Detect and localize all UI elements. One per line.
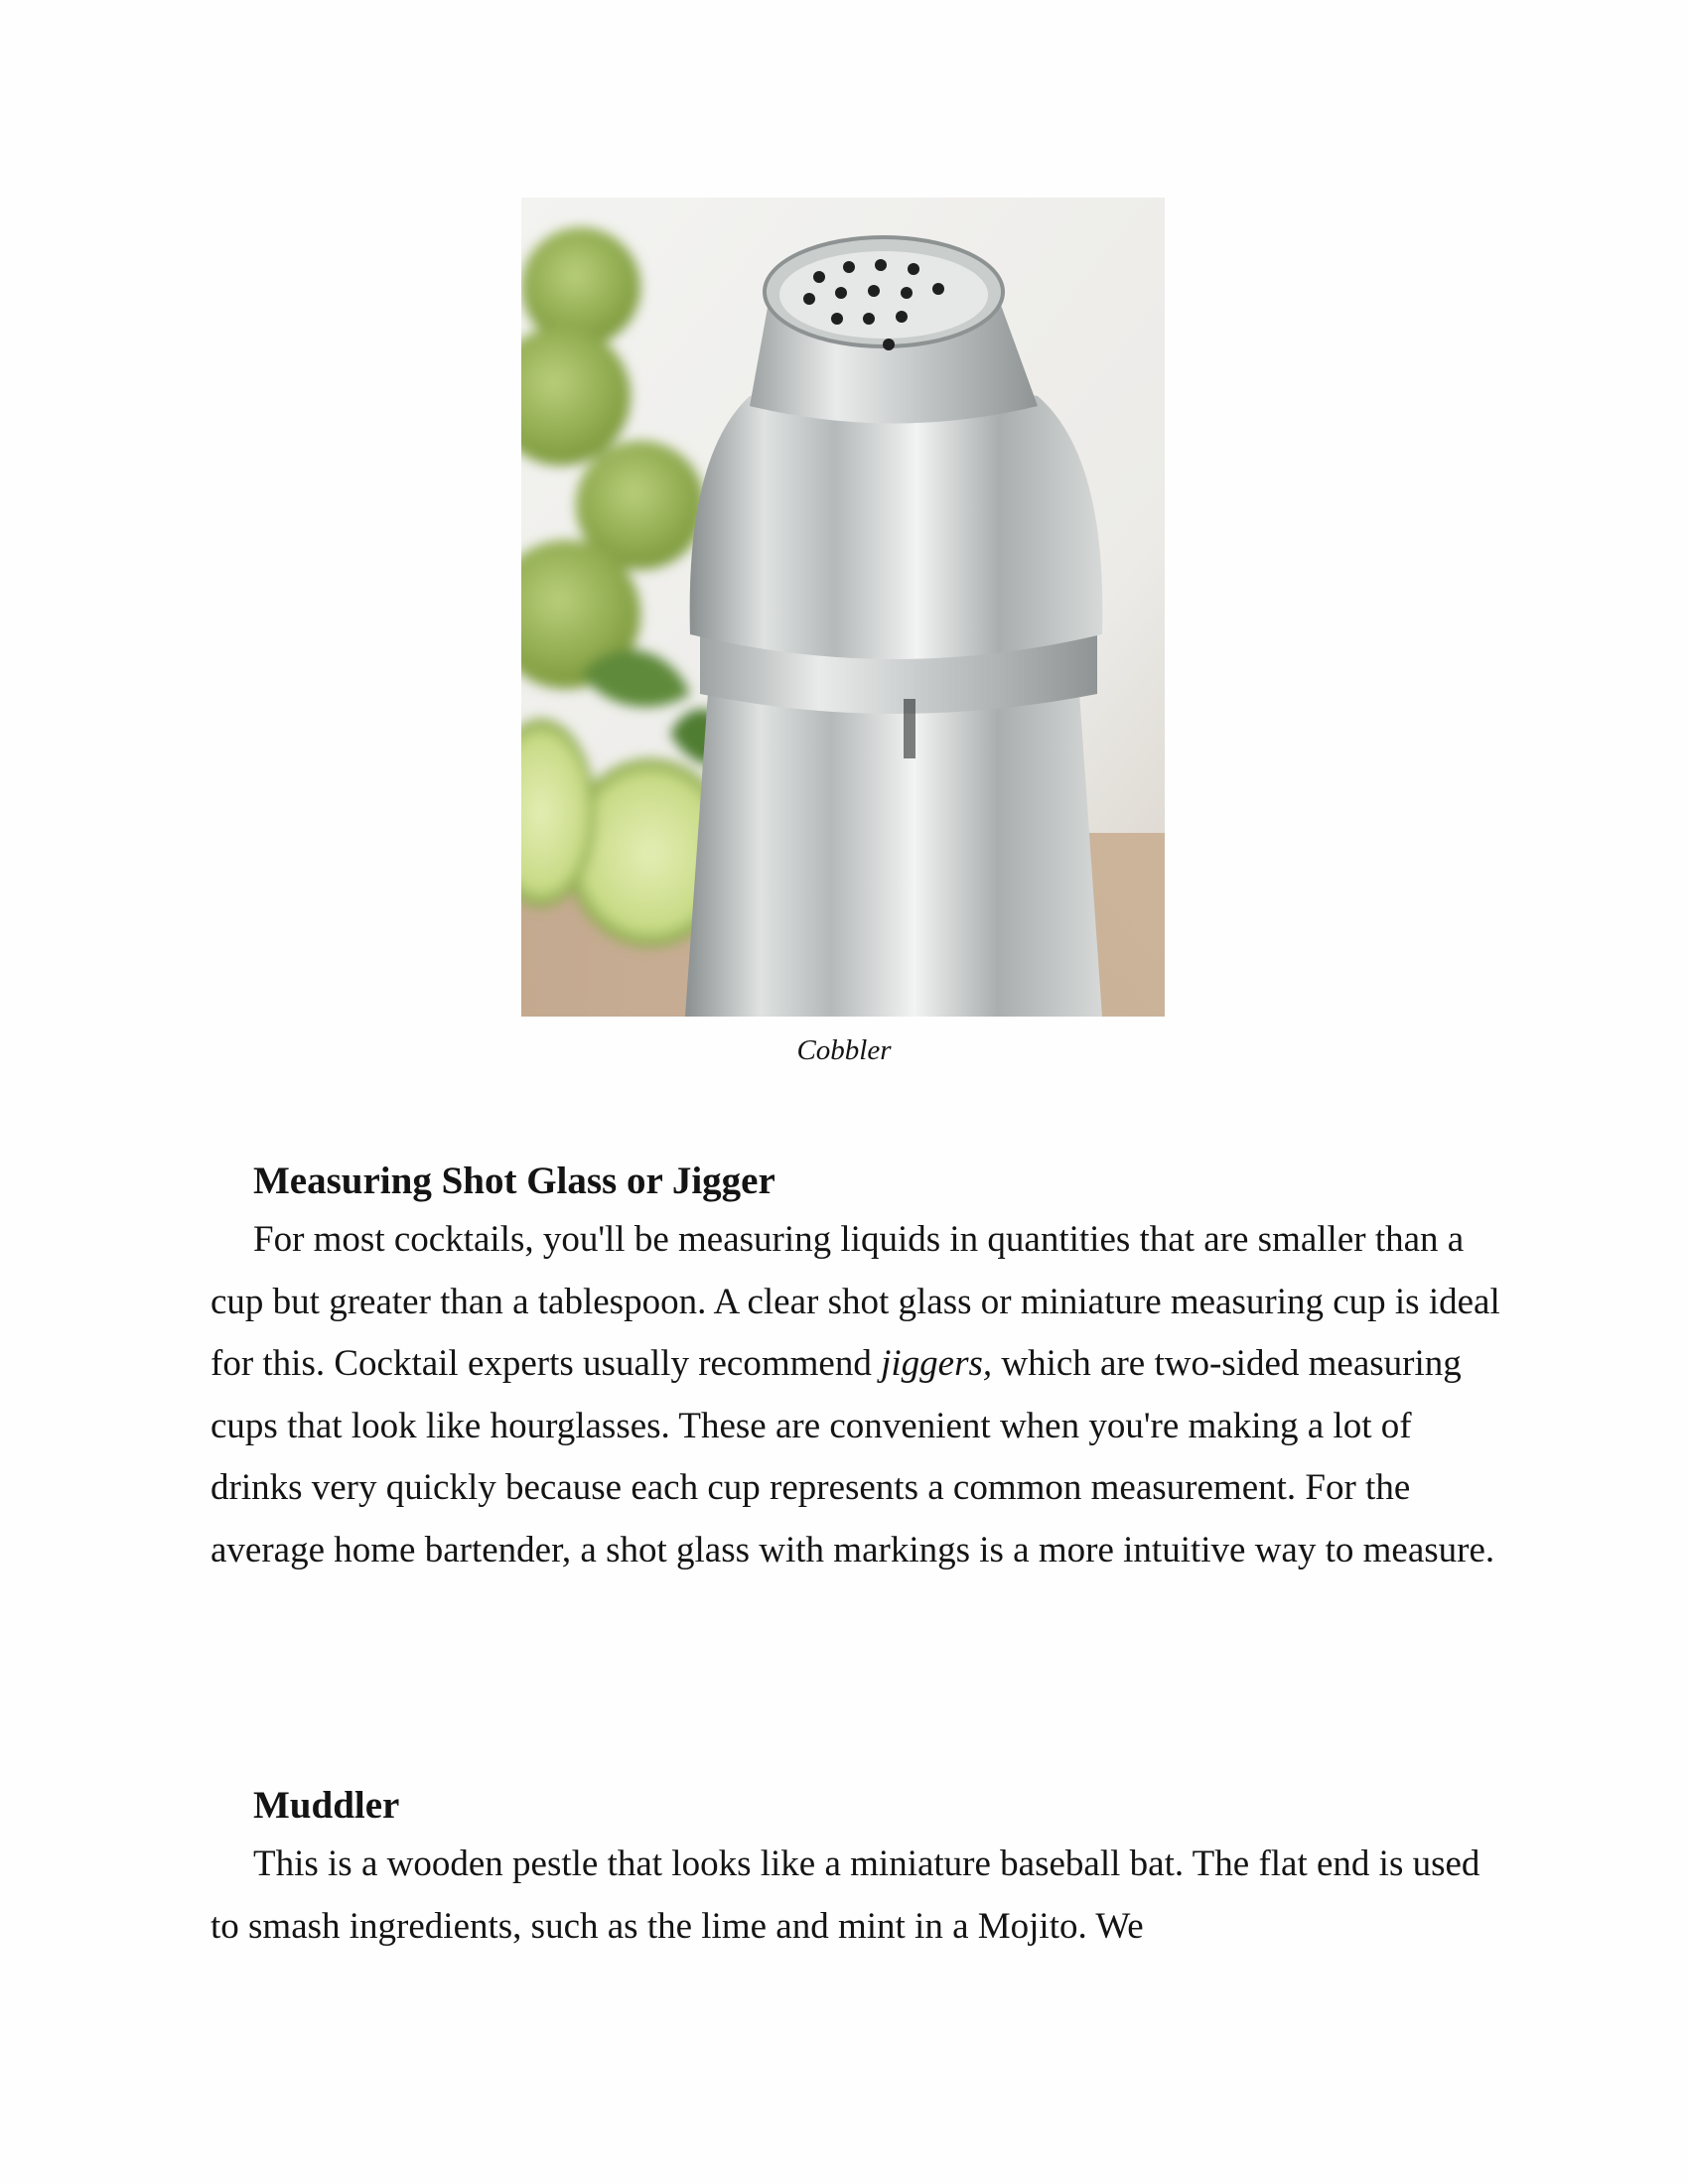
emphasis-text: jiggers, <box>881 1343 993 1384</box>
section-heading: Measuring Shot Glass or Jigger <box>253 1160 775 1202</box>
paragraph-text: For most cocktails, you'll be measuring liquids in quantities that are smaller than a cup but greater than a tablespoon. A clear shot glass or miniature measuring cup is ideal for this. Cocktail experts usually recommend <box>211 1219 1500 1384</box>
section-paragraph: This is a wooden pestle that looks like a miniature baseball bat. The flat end is used to smash ingredients, such as the lime and mint in a Mojito. We <box>211 1843 1480 1947</box>
section-heading: Muddler <box>253 1784 400 1827</box>
section-muddler <box>211 1782 1501 1958</box>
figure-caption: Cobbler <box>796 1034 892 1066</box>
section-paragraph <box>211 1209 1501 1581</box>
paragraph-text: which are two-sided measuring cups that look like hourglasses. These are convenient when you're making a lot of drinks very quickly because each cup represents a common measurement. For the average home bartender, a shot glass with markings is a more intuitive way to measure. <box>211 1343 1495 1570</box>
cocktail-shaker-photo <box>521 198 1165 1017</box>
section-jigger <box>211 1158 1501 1581</box>
